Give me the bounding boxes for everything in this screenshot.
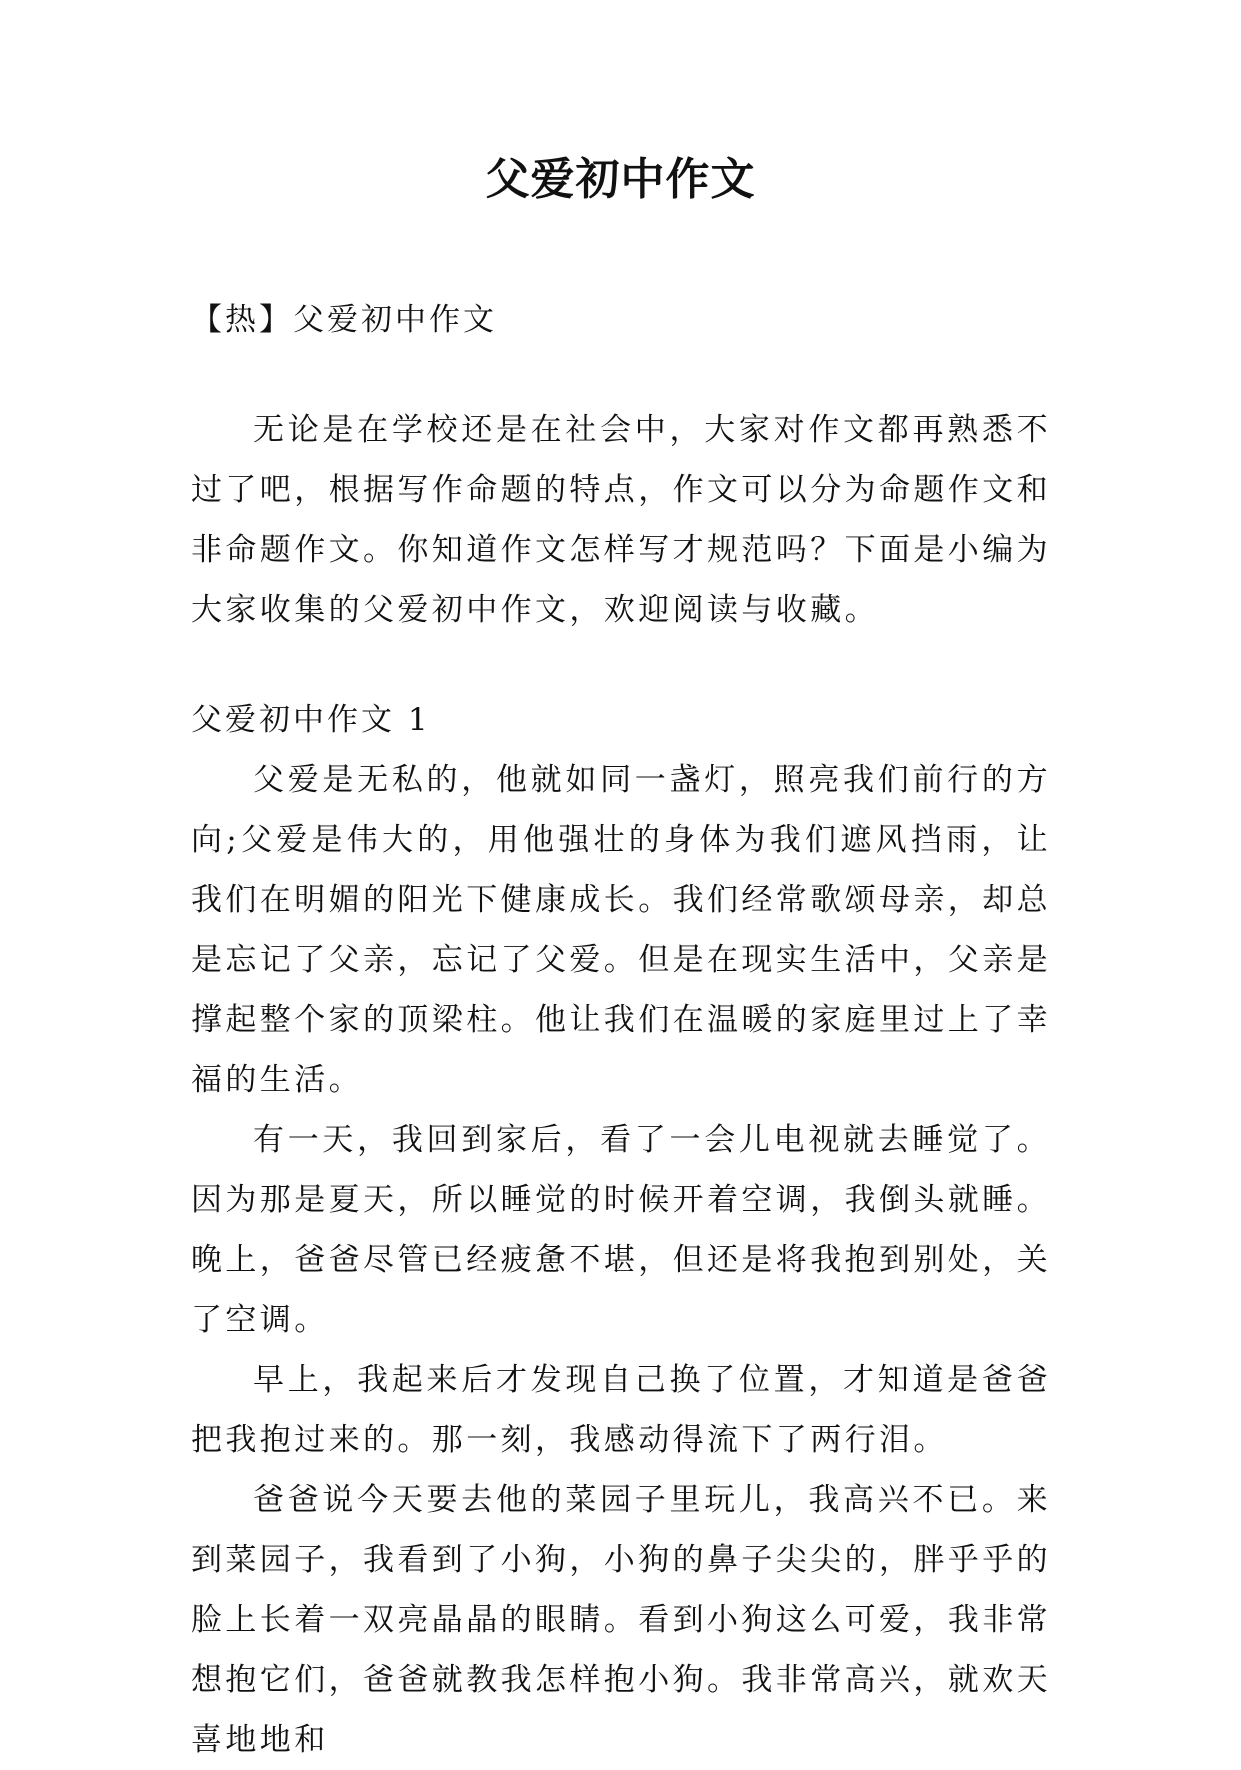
essay-paragraph: 爸爸说今天要去他的菜园子里玩儿，我高兴不已。来到菜园子，我看到了小狗，小狗的鼻子尖尖的，胖乎乎的脸上长着一双亮晶晶的眼睛。看到小狗这么可爱，我非常想抱它们，爸爸就教我怎样抱小狗。我非常高兴，就欢天喜地地和 (191, 1482, 1051, 1758)
essay-heading: 父爱初中作文 1 (191, 702, 431, 738)
essay-paragraph: 有一天，我回到家后，看了一会儿电视就去睡觉了。因为那是夏天，所以睡觉的时候开着空调，我倒头就睡。晚上，爸爸尽管已经疲惫不堪，但还是将我抱到别处，关了空调。 (191, 1122, 1051, 1338)
essay-paragraph: 早上，我起来后才发现自己换了位置，才知道是爸爸把我抱过来的。那一刻，我感动得流下了两行泪。 (191, 1362, 1051, 1458)
essay-paragraph: 父爱是无私的，他就如同一盏灯，照亮我们前行的方向;父爱是伟大的，用他强壮的身体为我们遮风挡雨，让我们在明媚的阳光下健康成长。我们经常歌颂母亲，却总是忘记了父亲，忘记了父爱。但是在现实生活中，父亲是撑起整个家的顶梁柱。他让我们在温暖的家庭里过上了幸福的生活。 (191, 762, 1051, 1098)
intro-section (191, 400, 1051, 640)
document-subtitle: 【热】父爱初中作文 (191, 302, 497, 338)
document-title: 父爱初中作文 (485, 154, 756, 205)
intro-paragraph: 无论是在学校还是在社会中，大家对作文都再熟悉不过了吧，根据写作命题的特点，作文可以分为命题作文和非命题作文。你知道作文怎样写才规范吗？下面是小编为大家收集的父爱初中作文，欢迎阅读与收藏。 (191, 412, 1051, 628)
essay-section (191, 690, 1051, 1770)
